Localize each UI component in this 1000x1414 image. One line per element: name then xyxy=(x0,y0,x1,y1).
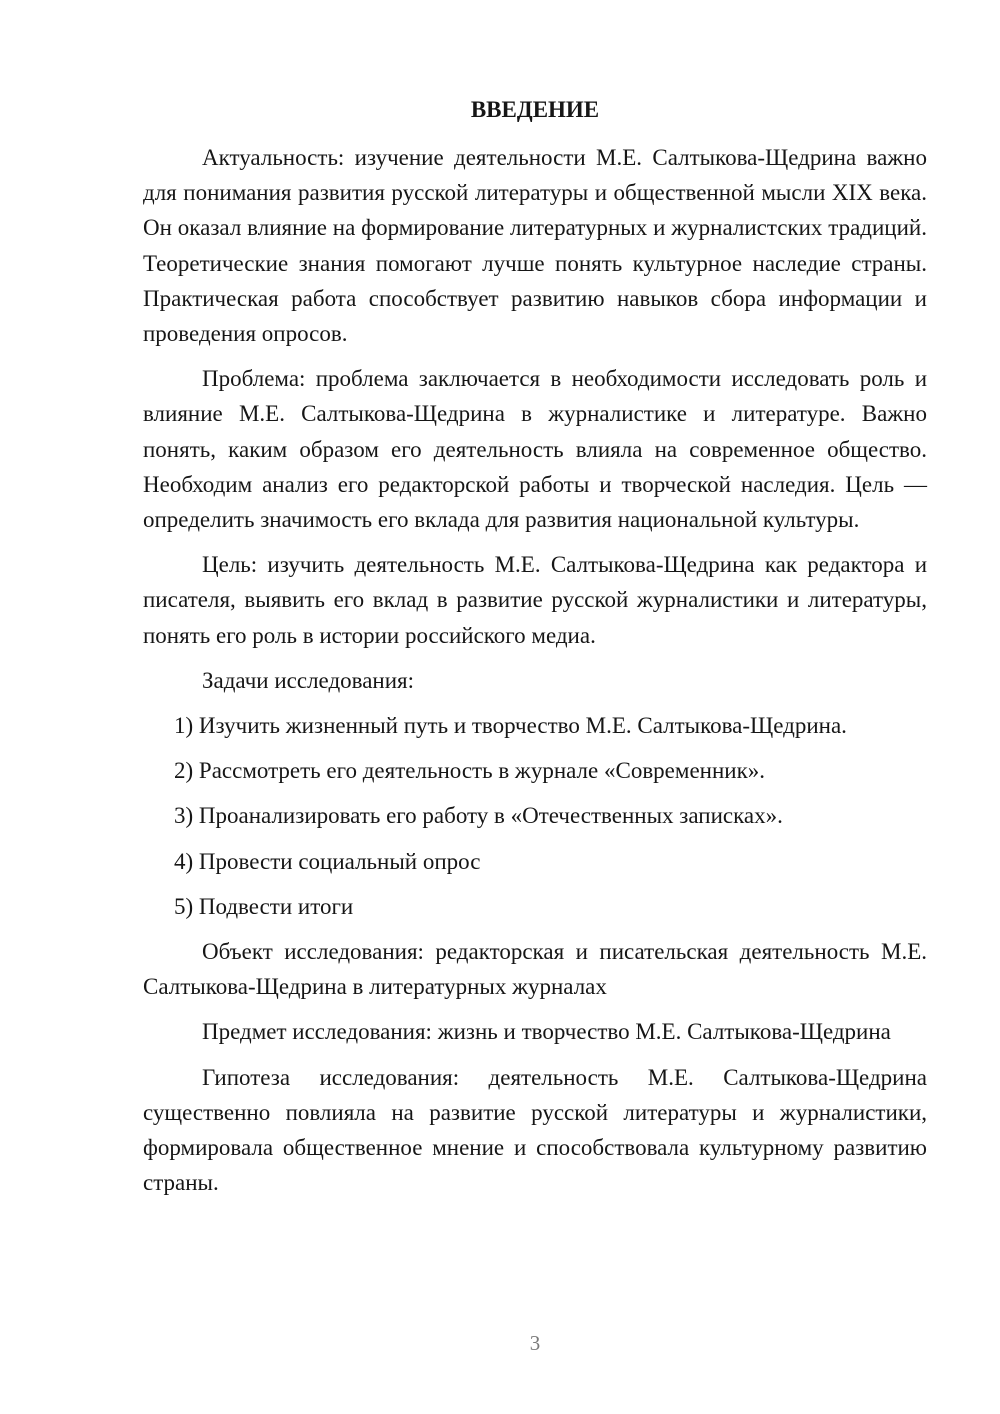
relevance-paragraph: Актуальность: изучение деятельности М.Е. Салтыкова-Щедрина важно для понимания развития русской литературы и общественной мысли XIX века. Он оказал влияние на формирование литературных и журналистских традиций. Теоретические знания помогают лучше понять культурное наследие страны. Практическая работа способствует развитию навыков сбора информации и проведения опросов. xyxy=(143,145,927,347)
object-paragraph: Объект исследования: редакторская и писательская деятельность М.Е. Салтыкова-Щедрина в литературных журналах xyxy=(143,939,927,1000)
tasks-title: Задачи исследования: xyxy=(202,667,415,693)
task-item: 2) Рассмотреть его деятельность в журнале «Современник». xyxy=(174,758,766,784)
goal-paragraph: Цель: изучить деятельность М.Е. Салтыкова-Щедрина как редактора и писателя, выявить его вклад в развитие русской журналистики и литературы, понять его роль в истории российского медиа. xyxy=(143,552,927,648)
subject-paragraph: Предмет исследования: жизнь и творчество М.Е. Салтыкова-Щедрина xyxy=(202,1019,891,1045)
hypothesis-paragraph: Гипотеза исследования: деятельность М.Е. Салтыкова-Щедрина существенно повлияла на развитие русской литературы и журналистики, формировала общественное мнение и способствовала культурному развитию страны. xyxy=(143,1064,927,1196)
document-body xyxy=(143,92,927,1210)
task-item: 3) Проанализировать его работу в «Отечественных записках». xyxy=(174,803,783,829)
task-item: 5) Подвести итоги xyxy=(174,893,354,919)
task-item: 4) Провести социальный опрос xyxy=(174,848,481,874)
problem-paragraph: Проблема: проблема заключается в необходимости исследовать роль и влияние М.Е. Салтыкова-Щедрина в журналистике и литературе. Важно понять, каким образом его деятельность влияла на современное общество. Необходим анализ его редакторской работы и творческой наследия. Цель — определить значимость его вклада для развития национальной культуры. xyxy=(143,366,927,533)
page-number: 3 xyxy=(529,1331,541,1355)
task-item: 1) Изучить жизненный путь и творчество М.Е. Салтыкова-Щедрина. xyxy=(174,713,847,739)
page-title: ВВЕДЕНИЕ xyxy=(470,97,600,122)
tasks-list xyxy=(143,708,927,924)
